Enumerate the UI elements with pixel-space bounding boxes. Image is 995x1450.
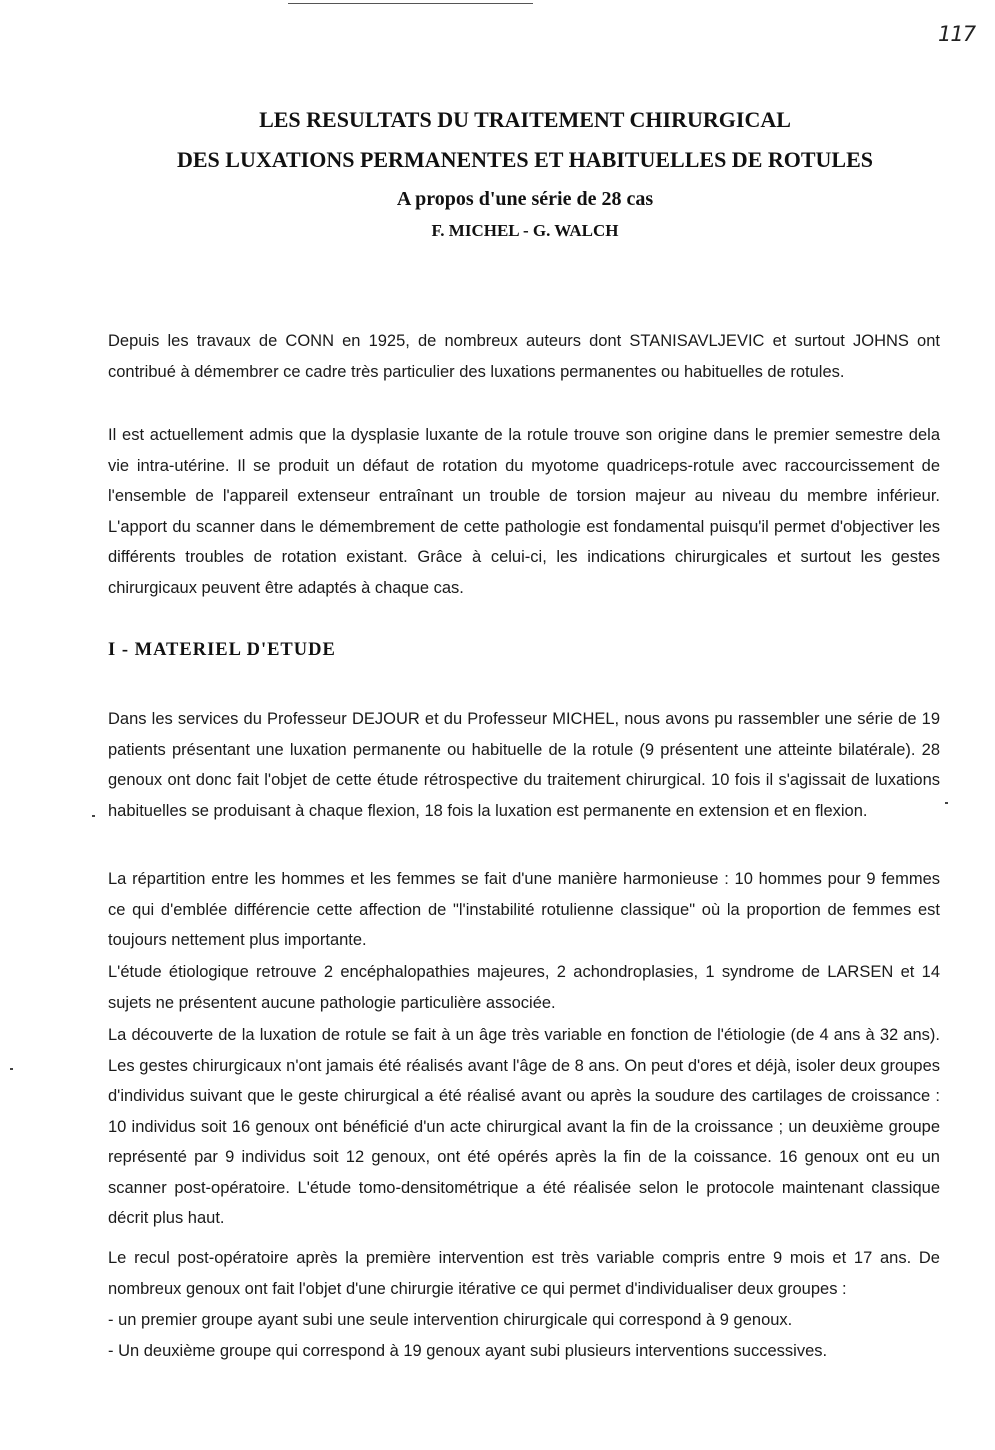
body-paragraph-5: Le recul post-opératoire après la première intervention est très variable compris entre 9 mois et 17 ans. De nombreux genoux ont fait l'objet d'une chirurgie itérative ce qui permet d'individualiser deux groupes : <box>108 1249 940 1298</box>
top-rule <box>288 3 533 4</box>
scan-speck <box>92 815 95 817</box>
scan-speck <box>10 1068 13 1070</box>
title-line-1: LES RESULTATS DU TRAITEMENT CHIRURGICAL <box>259 107 791 132</box>
scan-speck <box>945 802 948 804</box>
body-paragraph-1: Dans les services du Professeur DEJOUR et du Professeur MICHEL, nous avons pu rassembler une série de 19 patients présentant une luxation permanente ou habituelle de la rotule (9 présentent une atteinte bilatérale). 28 genoux ont donc fait l'objet de cette étude rétrospective du traitement chirurgical. 10 fois il s'agissait de luxations habituelles se produisant à chaque flexion, 18 fois la luxation est permanente en extension et en flexion. <box>108 710 940 820</box>
title-block <box>90 100 960 246</box>
title-line-2: DES LUXATIONS PERMANENTES ET HABITUELLES DE ROTULES <box>176 147 874 172</box>
intro-paragraph-2: Il est actuellement admis que la dysplasie luxante de la rotule trouve son origine dans le premier semestre dela vie intra-utérine. Il se produit un défaut de rotation du myotome quadriceps-rotule avec raccourcissement de l'ensemble de l'appareil extenseur entraînant un trouble de torsion majeur au niveau du membre inférieur. L'apport du scanner dans le démembrement de cette pathologie est fondamental puisqu'il permet d'objectiver les différents troubles de rotation existant. Grâce à celui-ci, les indications chirurgicales et surtout les gestes chirurgicaux peuvent être adaptés à chaque cas. <box>108 426 940 597</box>
body-paragraph-4: La découverte de la luxation de rotule se fait à un âge très variable en fonction de l'étiologie (de 4 ans à 32 ans). Les gestes chirurgicaux n'ont jamais été réalisés avant l'âge de 8 ans. On peut d'ores et déjà, isoler deux groupes d'individus suivant que le geste chirurgical a été réalisé avant ou après la soudure des cartilages de croissance : 10 individus soit 16 genoux ont bénéficié d'un acte chirurgical avant la fin de la croissance ; un deuxième groupe représenté par 9 individus soit 12 genoux, ont été opérés après la fin de la coissance. 16 genoux ont eu un scanner post-opératoire. L'étude tomo-densitométrique a été réalisée selon le protocole maintenant classique décrit plus haut. <box>108 1026 940 1227</box>
body-paragraph-2: La répartition entre les hommes et les femmes se fait d'une manière harmonieuse : 10 hommes pour 9 femmes ce qui d'emblée différencie cette affection de "l'instabilité rotulienne classique" où la proportion de femmes est toujours nettement plus importante. <box>108 870 940 949</box>
section-heading: I - MATERIEL D'ETUDE <box>108 640 336 660</box>
intro-paragraph-1: Depuis les travaux de CONN en 1925, de nombreux auteurs dont STANISAVLJEVIC et surtout JOHNS ont contribué à démembrer ce cadre très particulier des luxations permanentes ou habituelles de rotules. <box>108 332 940 381</box>
page-number: 117 <box>938 22 976 46</box>
bullet-item-2: - Un deuxième groupe qui correspond à 19 genoux ayant subi plusieurs interventions successives. <box>108 1342 828 1360</box>
subtitle: A propos d'une série de 28 cas <box>396 188 654 210</box>
body-paragraph-3: L'étude étiologique retrouve 2 encéphalopathies majeures, 2 achondroplasies, 1 syndrome de LARSEN et 14 sujets ne présentent aucune pathologie particulière associée. <box>108 963 940 1012</box>
authors: F. MICHEL - G. WALCH <box>431 221 619 240</box>
bullet-item-1: - un premier groupe ayant subi une seule intervention chirurgicale qui correspond à 9 genoux. <box>108 1311 793 1329</box>
